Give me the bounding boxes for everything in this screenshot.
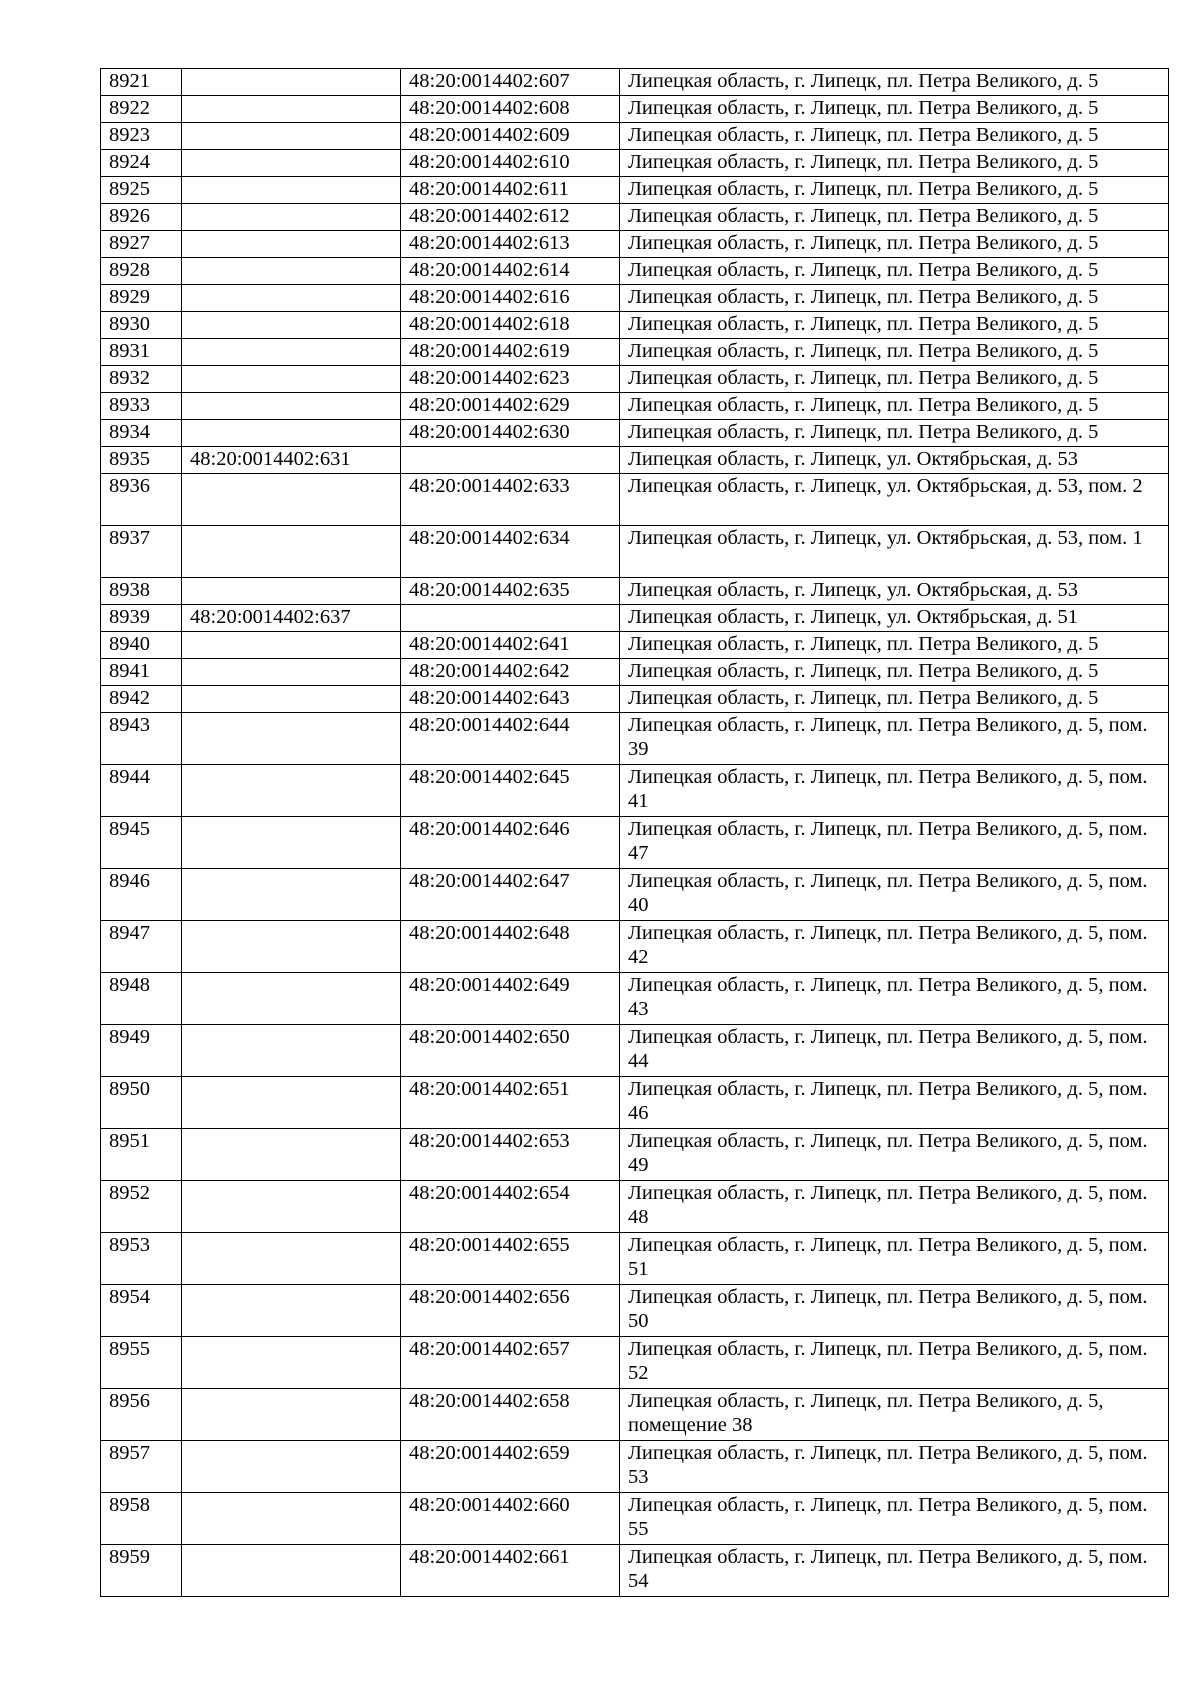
land-cadastral-number: [182, 123, 401, 150]
land-cadastral-number: [182, 177, 401, 204]
row-number: 8930: [101, 312, 182, 339]
object-cadastral-number: 48:20:0014402:661: [401, 1545, 620, 1597]
table-row: [101, 1337, 1169, 1389]
land-cadastral-number: [182, 420, 401, 447]
address-cell: Липецкая область, г. Липецк, пл. Петра Великого, д. 5, пом. 48: [620, 1181, 1169, 1233]
address-cell: Липецкая область, г. Липецк, пл. Петра Великого, д. 5: [620, 339, 1169, 366]
row-number: 8932: [101, 366, 182, 393]
object-cadastral-number: 48:20:0014402:656: [401, 1285, 620, 1337]
address-cell: Липецкая область, г. Липецк, пл. Петра Великого, д. 5, пом. 40: [620, 869, 1169, 921]
row-number: 8923: [101, 123, 182, 150]
land-cadastral-number: [182, 1285, 401, 1337]
land-cadastral-number: [182, 258, 401, 285]
land-cadastral-number: [182, 366, 401, 393]
address-cell: Липецкая область, г. Липецк, ул. Октябрьская, д. 51: [620, 605, 1169, 632]
table-row: [101, 1077, 1169, 1129]
table-row: [101, 1129, 1169, 1181]
table-row: [101, 231, 1169, 258]
land-cadastral-number: [182, 973, 401, 1025]
table-row: [101, 1025, 1169, 1077]
land-cadastral-number: [182, 526, 401, 578]
address-cell: Липецкая область, г. Липецк, ул. Октябрьская, д. 53, пом. 2: [620, 474, 1169, 526]
table-row: [101, 526, 1169, 578]
address-cell: Липецкая область, г. Липецк, пл. Петра Великого, д. 5, пом. 54: [620, 1545, 1169, 1597]
object-cadastral-number: 48:20:0014402:612: [401, 204, 620, 231]
table-row: [101, 1285, 1169, 1337]
object-cadastral-number: 48:20:0014402:651: [401, 1077, 620, 1129]
address-cell: Липецкая область, г. Липецк, пл. Петра Великого, д. 5, пом. 53: [620, 1441, 1169, 1493]
land-cadastral-number: [182, 312, 401, 339]
row-number: 8939: [101, 605, 182, 632]
address-cell: Липецкая область, г. Липецк, пл. Петра Великого, д. 5, пом. 49: [620, 1129, 1169, 1181]
table-row: [101, 578, 1169, 605]
object-cadastral-number: 48:20:0014402:641: [401, 632, 620, 659]
row-number: 8929: [101, 285, 182, 312]
address-cell: Липецкая область, г. Липецк, пл. Петра Великого, д. 5: [620, 285, 1169, 312]
row-number: 8925: [101, 177, 182, 204]
row-number: 8953: [101, 1233, 182, 1285]
object-cadastral-number: 48:20:0014402:610: [401, 150, 620, 177]
object-cadastral-number: 48:20:0014402:660: [401, 1493, 620, 1545]
table-row: [101, 366, 1169, 393]
object-cadastral-number: 48:20:0014402:635: [401, 578, 620, 605]
row-number: 8941: [101, 659, 182, 686]
land-cadastral-number: [182, 69, 401, 96]
object-cadastral-number: 48:20:0014402:613: [401, 231, 620, 258]
table-row: [101, 339, 1169, 366]
land-cadastral-number: [182, 285, 401, 312]
table-row: [101, 285, 1169, 312]
row-number: 8927: [101, 231, 182, 258]
row-number: 8947: [101, 921, 182, 973]
address-cell: Липецкая область, г. Липецк, пл. Петра Великого, д. 5, пом. 44: [620, 1025, 1169, 1077]
object-cadastral-number: 48:20:0014402:616: [401, 285, 620, 312]
row-number: 8956: [101, 1389, 182, 1441]
table-row: [101, 204, 1169, 231]
object-cadastral-number: [401, 605, 620, 632]
object-cadastral-number: [401, 447, 620, 474]
land-cadastral-number: [182, 869, 401, 921]
address-cell: Липецкая область, г. Липецк, пл. Петра Великого, д. 5: [620, 258, 1169, 285]
land-cadastral-number: [182, 1025, 401, 1077]
address-cell: Липецкая область, г. Липецк, пл. Петра Великого, д. 5, пом. 52: [620, 1337, 1169, 1389]
object-cadastral-number: 48:20:0014402:643: [401, 686, 620, 713]
object-cadastral-number: 48:20:0014402:633: [401, 474, 620, 526]
land-cadastral-number: [182, 1181, 401, 1233]
object-cadastral-number: 48:20:0014402:653: [401, 1129, 620, 1181]
object-cadastral-number: 48:20:0014402:654: [401, 1181, 620, 1233]
address-cell: Липецкая область, г. Липецк, пл. Петра Великого, д. 5, пом. 55: [620, 1493, 1169, 1545]
land-cadastral-number: [182, 339, 401, 366]
land-cadastral-number: [182, 474, 401, 526]
object-cadastral-number: 48:20:0014402:647: [401, 869, 620, 921]
object-cadastral-number: 48:20:0014402:642: [401, 659, 620, 686]
land-cadastral-number: [182, 713, 401, 765]
row-number: 8950: [101, 1077, 182, 1129]
object-cadastral-number: 48:20:0014402:618: [401, 312, 620, 339]
table-row: [101, 973, 1169, 1025]
object-cadastral-number: 48:20:0014402:649: [401, 973, 620, 1025]
cadastral-registry-table: [100, 68, 1169, 1597]
row-number: 8935: [101, 447, 182, 474]
row-number: 8938: [101, 578, 182, 605]
object-cadastral-number: 48:20:0014402:646: [401, 817, 620, 869]
table-row: [101, 123, 1169, 150]
land-cadastral-number: [182, 231, 401, 258]
land-cadastral-number: [182, 96, 401, 123]
object-cadastral-number: 48:20:0014402:623: [401, 366, 620, 393]
address-cell: Липецкая область, г. Липецк, пл. Петра Великого, д. 5, пом. 51: [620, 1233, 1169, 1285]
land-cadastral-number: [182, 1129, 401, 1181]
table-row: [101, 420, 1169, 447]
address-cell: Липецкая область, г. Липецк, ул. Октябрьская, д. 53: [620, 447, 1169, 474]
land-cadastral-number: [182, 578, 401, 605]
table-row: [101, 447, 1169, 474]
address-cell: Липецкая область, г. Липецк, пл. Петра Великого, д. 5: [620, 393, 1169, 420]
table-row: [101, 393, 1169, 420]
object-cadastral-number: 48:20:0014402:609: [401, 123, 620, 150]
address-cell: Липецкая область, г. Липецк, пл. Петра Великого, д. 5: [620, 686, 1169, 713]
address-cell: Липецкая область, г. Липецк, пл. Петра Великого, д. 5, пом. 41: [620, 765, 1169, 817]
table-row: [101, 869, 1169, 921]
land-cadastral-number: [182, 1389, 401, 1441]
land-cadastral-number: 48:20:0014402:637: [182, 605, 401, 632]
table-row: [101, 659, 1169, 686]
table-row: [101, 312, 1169, 339]
row-number: 8933: [101, 393, 182, 420]
land-cadastral-number: [182, 921, 401, 973]
address-cell: Липецкая область, г. Липецк, пл. Петра Великого, д. 5: [620, 123, 1169, 150]
table-row: [101, 474, 1169, 526]
row-number: 8921: [101, 69, 182, 96]
table-row: [101, 632, 1169, 659]
object-cadastral-number: 48:20:0014402:644: [401, 713, 620, 765]
row-number: 8946: [101, 869, 182, 921]
address-cell: Липецкая область, г. Липецк, пл. Петра Великого, д. 5: [620, 69, 1169, 96]
row-number: 8928: [101, 258, 182, 285]
table-row: [101, 1493, 1169, 1545]
address-cell: Липецкая область, г. Липецк, пл. Петра Великого, д. 5: [620, 150, 1169, 177]
address-cell: Липецкая область, г. Липецк, пл. Петра Великого, д. 5, пом. 39: [620, 713, 1169, 765]
address-cell: Липецкая область, г. Липецк, пл. Петра Великого, д. 5: [620, 659, 1169, 686]
object-cadastral-number: 48:20:0014402:629: [401, 393, 620, 420]
address-cell: Липецкая область, г. Липецк, пл. Петра Великого, д. 5: [620, 177, 1169, 204]
object-cadastral-number: 48:20:0014402:614: [401, 258, 620, 285]
table-row: [101, 921, 1169, 973]
object-cadastral-number: 48:20:0014402:655: [401, 1233, 620, 1285]
row-number: 8954: [101, 1285, 182, 1337]
row-number: 8942: [101, 686, 182, 713]
row-number: 8959: [101, 1545, 182, 1597]
table-row: [101, 1389, 1169, 1441]
address-cell: Липецкая область, г. Липецк, пл. Петра Великого, д. 5: [620, 312, 1169, 339]
land-cadastral-number: [182, 1493, 401, 1545]
table-row: [101, 686, 1169, 713]
table-row: [101, 817, 1169, 869]
table-row: [101, 96, 1169, 123]
land-cadastral-number: [182, 393, 401, 420]
land-cadastral-number: [182, 632, 401, 659]
object-cadastral-number: 48:20:0014402:658: [401, 1389, 620, 1441]
registry-table-body: [101, 69, 1169, 1597]
row-number: 8937: [101, 526, 182, 578]
table-row: [101, 69, 1169, 96]
address-cell: Липецкая область, г. Липецк, пл. Петра Великого, д. 5, пом. 46: [620, 1077, 1169, 1129]
address-cell: Липецкая область, г. Липецк, пл. Петра Великого, д. 5, пом. 50: [620, 1285, 1169, 1337]
address-cell: Липецкая область, г. Липецк, пл. Петра Великого, д. 5, помещение 38: [620, 1389, 1169, 1441]
row-number: 8952: [101, 1181, 182, 1233]
row-number: 8926: [101, 204, 182, 231]
address-cell: Липецкая область, г. Липецк, пл. Петра Великого, д. 5: [620, 420, 1169, 447]
land-cadastral-number: [182, 686, 401, 713]
row-number: 8948: [101, 973, 182, 1025]
land-cadastral-number: [182, 1337, 401, 1389]
table-row: [101, 605, 1169, 632]
land-cadastral-number: [182, 150, 401, 177]
row-number: 8955: [101, 1337, 182, 1389]
land-cadastral-number: [182, 659, 401, 686]
address-cell: Липецкая область, г. Липецк, пл. Петра Великого, д. 5: [620, 96, 1169, 123]
object-cadastral-number: 48:20:0014402:657: [401, 1337, 620, 1389]
land-cadastral-number: [182, 1077, 401, 1129]
table-row: [101, 1233, 1169, 1285]
address-cell: Липецкая область, г. Липецк, пл. Петра Великого, д. 5, пом. 43: [620, 973, 1169, 1025]
object-cadastral-number: 48:20:0014402:619: [401, 339, 620, 366]
land-cadastral-number: [182, 1441, 401, 1493]
land-cadastral-number: [182, 817, 401, 869]
land-cadastral-number: [182, 1233, 401, 1285]
table-row: [101, 258, 1169, 285]
object-cadastral-number: 48:20:0014402:650: [401, 1025, 620, 1077]
table-row: [101, 713, 1169, 765]
object-cadastral-number: 48:20:0014402:659: [401, 1441, 620, 1493]
table-row: [101, 1545, 1169, 1597]
row-number: 8945: [101, 817, 182, 869]
address-cell: Липецкая область, г. Липецк, пл. Петра Великого, д. 5: [620, 204, 1169, 231]
table-row: [101, 1441, 1169, 1493]
row-number: 8958: [101, 1493, 182, 1545]
row-number: 8949: [101, 1025, 182, 1077]
land-cadastral-number: [182, 1545, 401, 1597]
address-cell: Липецкая область, г. Липецк, пл. Петра Великого, д. 5, пом. 42: [620, 921, 1169, 973]
object-cadastral-number: 48:20:0014402:608: [401, 96, 620, 123]
table-row: [101, 150, 1169, 177]
row-number: 8943: [101, 713, 182, 765]
object-cadastral-number: 48:20:0014402:648: [401, 921, 620, 973]
row-number: 8951: [101, 1129, 182, 1181]
object-cadastral-number: 48:20:0014402:630: [401, 420, 620, 447]
table-row: [101, 765, 1169, 817]
row-number: 8957: [101, 1441, 182, 1493]
object-cadastral-number: 48:20:0014402:634: [401, 526, 620, 578]
table-row: [101, 177, 1169, 204]
row-number: 8940: [101, 632, 182, 659]
row-number: 8936: [101, 474, 182, 526]
object-cadastral-number: 48:20:0014402:607: [401, 69, 620, 96]
object-cadastral-number: 48:20:0014402:611: [401, 177, 620, 204]
row-number: 8924: [101, 150, 182, 177]
address-cell: Липецкая область, г. Липецк, пл. Петра Великого, д. 5: [620, 632, 1169, 659]
land-cadastral-number: 48:20:0014402:631: [182, 447, 401, 474]
row-number: 8922: [101, 96, 182, 123]
object-cadastral-number: 48:20:0014402:645: [401, 765, 620, 817]
table-row: [101, 1181, 1169, 1233]
row-number: 8931: [101, 339, 182, 366]
address-cell: Липецкая область, г. Липецк, пл. Петра Великого, д. 5: [620, 366, 1169, 393]
row-number: 8944: [101, 765, 182, 817]
address-cell: Липецкая область, г. Липецк, ул. Октябрьская, д. 53, пом. 1: [620, 526, 1169, 578]
row-number: 8934: [101, 420, 182, 447]
land-cadastral-number: [182, 765, 401, 817]
address-cell: Липецкая область, г. Липецк, пл. Петра Великого, д. 5: [620, 231, 1169, 258]
address-cell: Липецкая область, г. Липецк, ул. Октябрьская, д. 53: [620, 578, 1169, 605]
address-cell: Липецкая область, г. Липецк, пл. Петра Великого, д. 5, пом. 47: [620, 817, 1169, 869]
land-cadastral-number: [182, 204, 401, 231]
